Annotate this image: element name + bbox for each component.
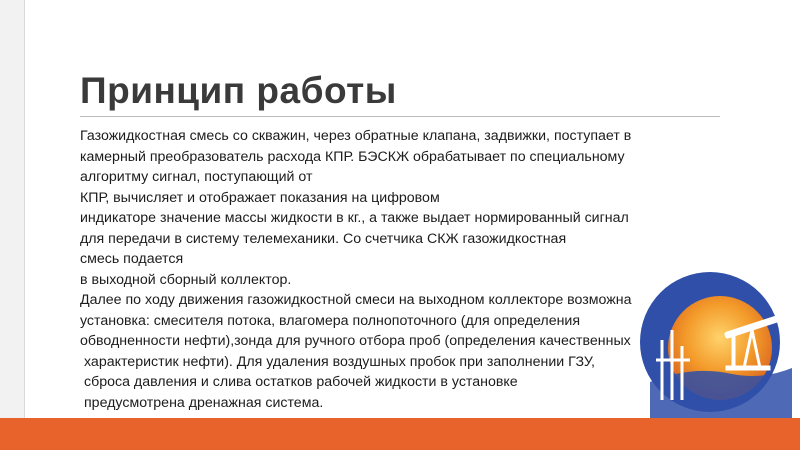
body-line: предусмотрена дренажная система.	[84, 394, 324, 411]
footer-accent-bar	[0, 418, 800, 450]
oil-pump-logo	[632, 270, 800, 420]
body-line: Газожидкостная смесь со скважин, через обратные клапана, задвижки, поступает в	[80, 128, 632, 144]
title-divider	[80, 116, 720, 117]
body-line: сброса давления и слива остатков рабочей жидкости в установке	[84, 374, 518, 390]
body-line: индикаторе значение массы жидкости в кг., а также выдает нормированный сигнал	[80, 210, 629, 226]
body-line: в выходной сборный коллектор.	[80, 271, 292, 288]
body-line: смесь подается	[80, 251, 184, 267]
body-line: характеристик нефти). Для удаления воздушных пробок при заполнении ГЗУ,	[84, 353, 595, 370]
body-line: обводненности нефти),зонда для ручного отбора проб (определения качественных	[80, 333, 631, 349]
body-line: камерный преобразователь расхода КПР. БЭСКЖ обрабатывает по специальному	[80, 148, 625, 165]
body-line: КПР, вычисляет и отображает показания на цифровом	[80, 189, 440, 206]
slide-sidebar	[0, 0, 24, 418]
slide-title: Принцип работы	[80, 70, 397, 111]
body-line: алгоритму сигнал, поступающий от	[80, 169, 313, 185]
body-line: для передачи в систему телемеханики. Со счетчика СКЖ газожидкостная	[80, 230, 567, 247]
body-line: Далее по ходу движения газожидкостной смеси на выходном коллекторе возможна	[80, 292, 632, 308]
body-line: установка: смесителя потока, влагомера полнопоточного (для определения	[80, 312, 581, 329]
